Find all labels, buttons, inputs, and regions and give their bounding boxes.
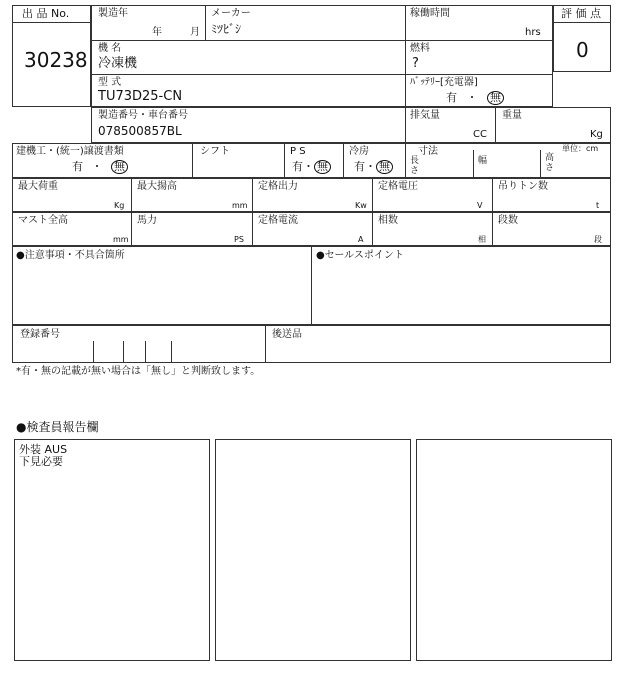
rated-output-unit: Kw <box>355 201 367 210</box>
max-lift-unit: mm <box>232 201 248 210</box>
fuel-label: 燃料 <box>410 43 430 54</box>
displacement-unit: CC <box>473 129 487 140</box>
phase-unit: 相 <box>478 235 486 244</box>
sales-point-label: ●セールスポイント <box>316 250 404 261</box>
serial-value: 078500857BL <box>98 124 182 138</box>
aircon-dot: ・ <box>365 160 376 173</box>
registration-row <box>12 325 611 363</box>
dimensions-length: 長 さ <box>410 156 420 176</box>
transfer-doc-choice <box>72 160 128 174</box>
inspector-box-3 <box>416 439 612 661</box>
maker-value: ﾐﾂﾋﾞｼ <box>211 22 242 36</box>
model-type-label: 型 式 <box>98 77 122 88</box>
battery-label: ﾊﾞｯﾃﾘｰ[充電器] <box>410 77 478 88</box>
inspector-box-1 <box>14 439 210 661</box>
model-type-value: TU73D25-CN <box>98 89 183 104</box>
lot-no-label: 出 品 No. <box>22 7 70 20</box>
hoist-ton-unit: t <box>596 201 600 210</box>
model-name-value: 冷凍機 <box>98 56 138 71</box>
rated-output-label: 定格出力 <box>258 181 298 192</box>
dimensions-label: 寸法 <box>418 146 438 157</box>
registration-label: 登録番号 <box>20 329 60 340</box>
rated-current-label: 定格電流 <box>258 215 298 226</box>
inspector-box-2 <box>215 439 411 661</box>
max-load-label: 最大荷重 <box>18 181 58 192</box>
stages-label: 段数 <box>498 215 518 226</box>
transfer-doc-dot: ・ <box>91 160 103 173</box>
max-load-unit: Kg <box>114 201 125 210</box>
battery-choice <box>446 91 504 105</box>
aircon-yes: 有 <box>354 160 365 173</box>
mast-height-label: マスト全高 <box>18 215 68 226</box>
dimensions-unit-note: 単位：cm <box>562 144 599 153</box>
battery-dot: ・ <box>466 91 478 104</box>
displacement-label: 排気量 <box>410 110 440 121</box>
year-label: 製造年 <box>98 8 128 19</box>
aircon-choice <box>354 160 393 174</box>
inspector-title: ●検査員報告欄 <box>16 420 99 434</box>
year-unit: 年 <box>152 27 162 38</box>
ps-label: P S <box>290 146 306 157</box>
lot-no-value: 30238 <box>24 48 88 72</box>
rated-voltage-label: 定格電圧 <box>378 181 418 192</box>
spec-row-2 <box>12 212 611 246</box>
transfer-doc-label: 建機工・(統一)譲渡書類 <box>16 146 124 157</box>
battery-no: 無 <box>487 91 504 105</box>
horsepower-unit: PS <box>234 235 244 244</box>
later-items-label: 後送品 <box>272 329 302 340</box>
rated-current-unit: A <box>358 235 364 244</box>
footnote: *有・無の記載が無い場合は「無し」と判断致します。 <box>16 366 261 377</box>
hoist-ton-label: 吊りトン数 <box>498 181 548 192</box>
phase-label: 相数 <box>378 215 398 226</box>
max-lift-label: 最大揚高 <box>137 181 177 192</box>
shift-label: シフト <box>200 146 230 157</box>
inspector-note-line-1: 外装 AUS <box>19 443 68 456</box>
ps-no: 無 <box>314 160 331 174</box>
transfer-doc-no: 無 <box>111 160 128 174</box>
fuel-value: ? <box>412 56 419 71</box>
hours-unit: hrs <box>525 27 541 38</box>
ps-dot: ・ <box>303 160 314 173</box>
caution-label: ●注意事項・不具合箇所 <box>16 250 125 261</box>
maker-label: メーカー <box>211 8 251 19</box>
horsepower-label: 馬力 <box>137 215 157 226</box>
mast-height-unit: mm <box>113 235 129 244</box>
aircon-label: 冷房 <box>349 146 369 157</box>
inspector-note-line-2: 下見必要 <box>19 455 63 468</box>
rated-voltage-unit: V <box>477 201 483 210</box>
weight-unit: Kg <box>590 129 603 140</box>
score-value: 0 <box>576 38 589 62</box>
weight-label: 重量 <box>502 110 522 121</box>
serial-label: 製造番号・車台番号 <box>98 110 188 121</box>
score-label: 評 価 点 <box>561 7 601 20</box>
ps-choice <box>292 160 331 174</box>
battery-yes: 有 <box>446 91 457 104</box>
stages-unit: 段 <box>594 235 602 244</box>
dimensions-height: 高 さ <box>545 153 555 173</box>
ps-yes: 有 <box>292 160 303 173</box>
dimensions-width: 幅 <box>478 156 488 166</box>
month-unit: 月 <box>190 27 200 38</box>
hours-label: 稼働時間 <box>410 8 450 19</box>
model-name-label: 機 名 <box>98 43 122 54</box>
transfer-doc-yes: 有 <box>72 160 83 173</box>
aircon-no: 無 <box>376 160 393 174</box>
